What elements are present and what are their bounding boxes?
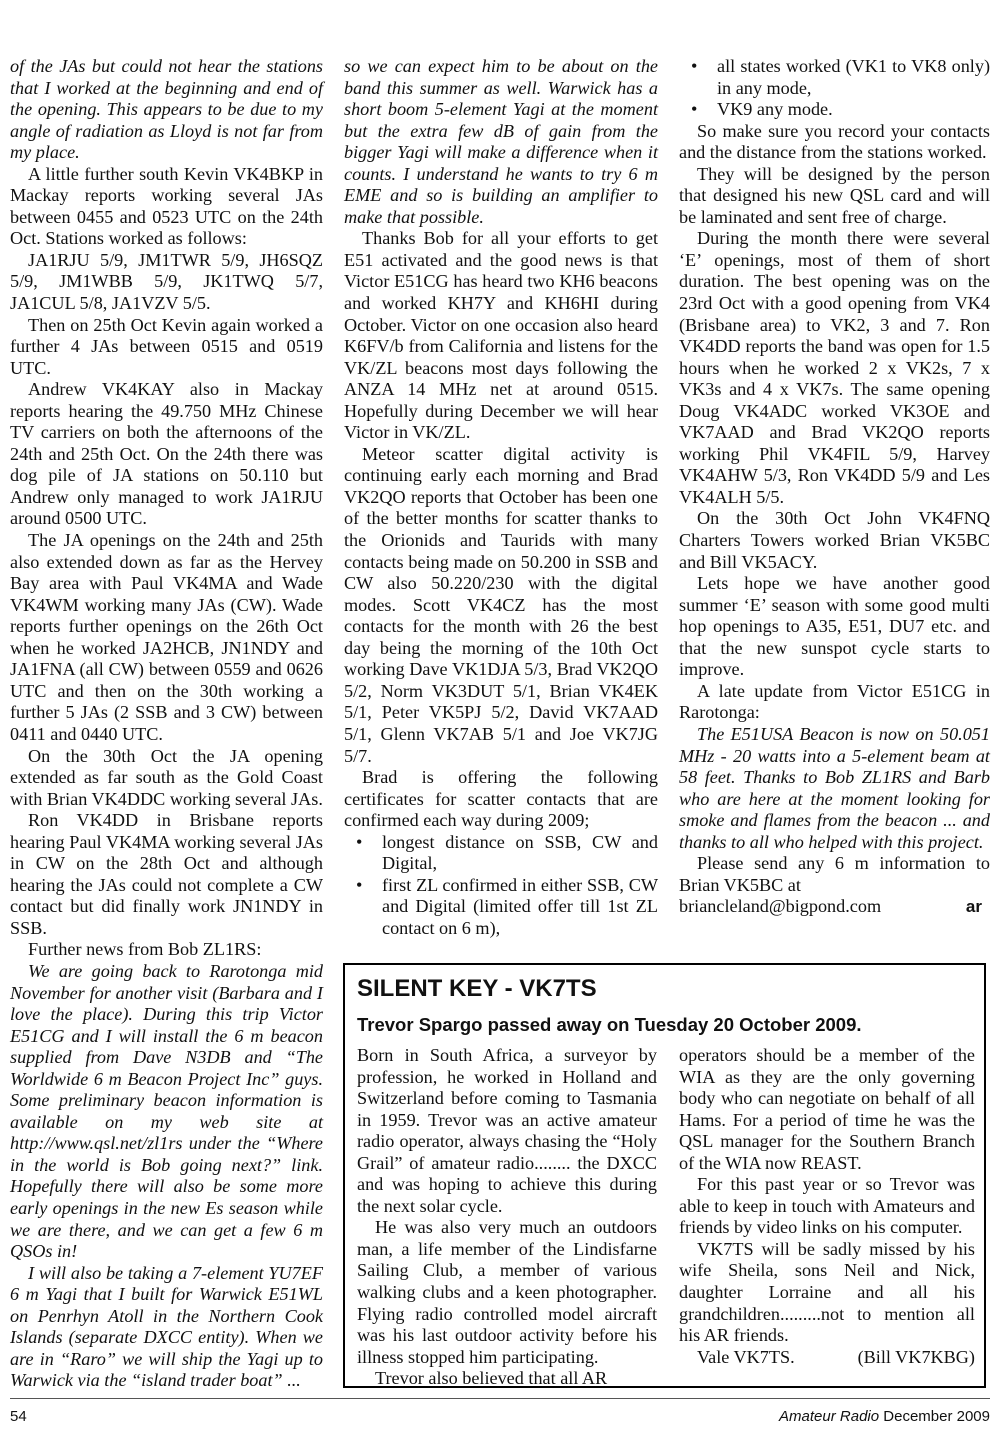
- paragraph: Lets hope we have another good summer ‘E’ season with some good multi hop openings to A35, E51, DU7 etc. and that the new sunspot cycle starts to improve.: [679, 573, 990, 680]
- paragraph: They will be designed by the person that designed his new QSL card and will be laminated and sent free of charge.: [679, 163, 990, 227]
- paragraph: On the 30th Oct John VK4FNQ Charters Towers worked Brian VK5BC and Bill VK5ACY.: [679, 508, 990, 572]
- paragraph: Thanks Bob for all your efforts to get E51 activated and the good news is that Victor E51CG has heard two KH6 beacons and worked KH7Y and KH6HI during October. Victor on one occasion also heard K6FV/b from California and listens for the VK/ZL beacons most days following the ANZA 14 MHz net at around 0515. Hopefully during December we will hear Victor in VK/ZL.: [344, 228, 658, 443]
- bullet-icon: •: [356, 874, 363, 895]
- footer-divider: [10, 1398, 990, 1399]
- page-number: 54: [10, 1408, 27, 1425]
- quote-paragraph: The E51USA Beacon is now on 50.051 MHz - 20 watts into a 5-element beam at 58 feet. Thanks to Bob ZL1RS and Barb who are here at the moment looking for smoke and flames from the beacon ... and thanks to all who helped with this project.: [679, 723, 990, 852]
- paragraph: Ron VK4DD in Brisbane reports hearing Paul VK4MA working several JAs in CW on the 28th Oct and although hearing the JAs could not complete a CW contact but did finally work JN1NDY in SSB.: [10, 810, 323, 938]
- silent-key-title: SILENT KEY - VK7TS: [357, 975, 597, 1002]
- quote-paragraph: We are going back to Rarotonga mid November for another visit (Barbara and I love the place). During this trip Victor E51CG and I will install the 6 m beacon supplied from Dave N3DB and “The Worldwide 6 m Beacon Project Inc” guys. Some preliminary beacon information is available on my web site at http://www.qsl.net/zl1rs under the “Where in the world is Bob going next?” link. Hopefully there will also be some more early openings in the new Es season while we are there, and we can get a few 6 m QSOs in!: [10, 960, 323, 1262]
- certificate-list-continued: [679, 56, 990, 121]
- signoff-row: [679, 1347, 975, 1369]
- certificate-list: [344, 832, 658, 940]
- paragraph: JA1RJU 5/9, JM1TWR 5/9, JH6SQZ 5/9, JM1WBB 5/9, JK1TWQ 5/7, JA1CUL 5/8, JA1VZV 5/5.: [10, 249, 323, 314]
- vale-line: Vale VK7TS.: [697, 1346, 795, 1367]
- paragraph: Then on 25th Oct Kevin again worked a further 4 JAs between 0515 and 0519 UTC.: [10, 314, 323, 378]
- silent-key-subtitle: Trevor Spargo passed away on Tuesday 20 October 2009.: [357, 1014, 862, 1035]
- signature: (Bill VK7KBG): [857, 1346, 975, 1367]
- paragraph: Born in South Africa, a surveyor by profession, he worked in Holland and Switzerland before coming to Tasmania in 1959. Trevor was an active amateur radio operator, always chasing the “Holy Grail” of amateur radio........ the DXCC and was hoping to achieve this during the next solar cycle.: [357, 1045, 657, 1216]
- paragraph: He was also very much an outdoors man, a life member of the Lindisfarne Sailing Club, a member of various walking clubs and a keen photographer. Flying radio controlled model aircraft was his last outdoor activity before his illness stopped him participating.: [357, 1217, 657, 1367]
- paragraph: Trevor also believed that all AR: [375, 1368, 608, 1389]
- paragraph: On the 30th Oct the JA opening extended as far south as the Gold Coast with Brian VK4DDC working several JAs.: [10, 745, 323, 809]
- paragraph: A little further south Kevin VK4BKP in Mackay reports working several JAs between 0455 and 0523 UTC on the 24th Oct. Stations worked as follows:: [10, 163, 323, 249]
- column-2: [344, 56, 658, 939]
- issue-date: December 2009: [883, 1408, 990, 1425]
- magazine-name: Amateur Radio: [779, 1408, 880, 1425]
- silent-key-box: [343, 963, 986, 1388]
- column-3: [679, 56, 990, 918]
- paragraph: Andrew VK4KAY also in Mackay reports hearing the 49.750 MHz Chinese TV carriers on both the afternoons of the 24th and 25th Oct. On the 24th there was dog pile of JA stations on 50.110 but Andrew only managed to work JA1RJU around 0500 UTC.: [10, 379, 323, 529]
- paragraph: Meteor scatter digital activity is continuing early each morning and Brad VK2QO reports that October has been one of the better months for scatter thanks to the Orionids and Taurids with many contacts being made on 50.200 in SSB and CW also 50.220/230 with the digital modes. Scott VK4CZ has the most contacts for the month with 26 the best day being the morning of the 10th Oct working Dave VK1DJA 5/3, Brad VK2QO 5/2, Norm VK3DUT 5/1, Brian VK4EK 5/1, Peter VK5PJ 5/2, David VK7AAD 5/1, Glenn VK7AB 5/1 and Joe VK7JG 5/7.: [344, 443, 658, 766]
- paragraph: The JA openings on the 24th and 25th also extended down as far as the Hervey Bay area with Paul VK4MA and Wade VK4WM working many JAs (CW). Wade reports further openings on the 26th Oct when he worked JA2HCB, JN1NDY and JA1FNA (all CW) between 0559 and 0626 UTC and then on the 30th working a further 5 JAs (2 SSB and 3 CW) between 0411 and 0440 UTC.: [10, 530, 323, 744]
- column-1: [10, 56, 323, 1392]
- paragraph: Further news from Bob ZL1RS:: [28, 939, 262, 960]
- silent-key-column-right: [679, 1045, 975, 1368]
- bullet-icon: •: [691, 99, 698, 120]
- paragraph: operators should be a member of the WIA as they are the only governing body who can negotiate on behalf of all Hams. For a period of time he was the QSL manager for the Southern Branch of the WIA now REAST.: [679, 1045, 975, 1173]
- list-item: • first ZL confirmed in either SSB, CW and Digital (limited offer till 1st ZL contact on 6 m),: [356, 874, 658, 938]
- list-item: • all states worked (VK1 to VK8 only) in any mode,: [691, 56, 990, 98]
- paragraph: During the month there were several ‘E’ openings, most of them of short duration. The best opening was on the 23rd Oct with a good opening from VK4 (Brisbane area) to VK2, 3 and 7. Ron VK4DD reports the band was open for 1.5 hours when he worked 2 x VK2s, 7 x VK3s and 4 x VK7s. The same opening Doug VK4ADC worked VK3OE and VK7AAD and Brad VK2QO reports working Phil VK4FIL 5/9, Harvey VK4AHW 5/3, Ron VK4DD 5/9 and Les VK4ALH 5/5.: [679, 228, 990, 507]
- paragraph: So make sure you record your contacts and the distance from the stations worked.: [679, 120, 990, 163]
- paragraph: of the JAs but could not hear the stations that I worked at the beginning and end of the opening. This appears to be due to my angle of radiation as Lloyd is not far from my place.: [10, 56, 323, 163]
- footer-publication: [779, 1408, 990, 1425]
- paragraph: For this past year or so Trevor was able to keep in touch with Amateurs and friends by video links on his computer.: [679, 1174, 975, 1238]
- email-address: briancleland@bigpond.com: [679, 896, 882, 917]
- paragraph: A late update from Victor E51CG in Rarotonga:: [679, 680, 990, 723]
- paragraph: Please send any 6 m information to Brian VK5BC at: [679, 853, 990, 895]
- bullet-icon: •: [356, 831, 363, 852]
- end-mark: ar: [965, 897, 982, 917]
- list-item: • longest distance on SSB, CW and Digital,: [356, 831, 658, 874]
- email-row: [679, 896, 990, 918]
- silent-key-column-left: [357, 1045, 657, 1390]
- bullet-icon: •: [691, 56, 698, 76]
- paragraph: Brad is offering the following certificates for scatter contacts that are confirmed each way during 2009;: [344, 767, 658, 831]
- quote-paragraph: so we can expect him to be about on the band this summer as well. Warwick has a short boom 5-element Yagi at the moment but the extra few dB of gain from the bigger Yagi will make a difference when it counts. I understand he wants to try 6 m EME and so is building an amplifier to make that possible.: [344, 56, 658, 227]
- quote-paragraph: I will also be taking a 7-element YU7EF 6 m Yagi that I built for Warwick E51WL on Penrhyn Atoll in the Northern Cook Islands (separate DXCC entity). When we are in “Raro” we will ship the Yagi up to Warwick via the “island trader boat” ...: [10, 1262, 323, 1391]
- list-item: • VK9 any mode.: [691, 99, 833, 120]
- paragraph: VK7TS will be sadly missed by his wife Sheila, sons Neil and Nick, daughter Lorraine and all his grandchildren.........not to mention all his AR friends.: [679, 1238, 975, 1346]
